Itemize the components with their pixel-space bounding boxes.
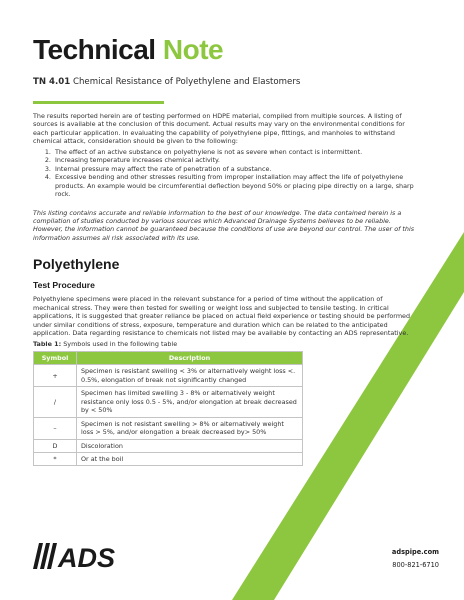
footer-website[interactable]: adspipe.com xyxy=(391,548,439,556)
table-cell-description: Discoloration xyxy=(77,439,303,452)
disclaimer-paragraph: This listing contains accurate and reliable information to the best of our knowledge. The data contained herein is a compilation of studies conducted by various sources which Advanced Drainage Systems believes to be reliable. However, the information cannot be guaranteed because the conditions of use are beyond our control. The user of this information assumes all risk associated with its use. xyxy=(33,208,415,242)
title-accent: Note xyxy=(162,34,224,65)
section-heading: Polyethylene xyxy=(33,256,120,273)
table-header-row xyxy=(34,351,303,364)
table-cell-symbol: * xyxy=(34,452,77,465)
main-content xyxy=(33,112,417,466)
intro-paragraph: The results reported herein are of testing performed on HDPE material, compiled from multiple sources. A listing of sources is available at the conclusion of this document. Actual results may vary on the environmental conditions for each particular application. In evaluating the capability of polyethylene pipe, fittings, and manholes to withstand chemical attack, consideration should be given to the following: xyxy=(33,112,405,146)
table-caption-text: Symbols used in the following table xyxy=(63,340,178,349)
list-item: 2. Increasing temperature increases chemical activity. xyxy=(53,156,417,164)
section-subheading: Test Procedure xyxy=(33,279,95,290)
table-cell-description: Specimen has limited swelling 3 - 8% or alternatively weight resistance only loss 0.5 - 5%, and/or elongation at break decreased by < 50% xyxy=(77,387,303,417)
title-underline xyxy=(33,101,164,104)
table-cell-symbol: – xyxy=(34,417,77,439)
table-caption xyxy=(33,340,417,348)
document-subtitle xyxy=(33,77,300,87)
table-cell-symbol: + xyxy=(34,365,77,387)
symbols-table xyxy=(33,351,303,467)
list-item: 4. Excessive bending and other stresses resulting from improper installation may affect the life of polyethylene products. An example would be circumferential deflection beyond 50% or placing pipe directly on a large, sharp rock. xyxy=(53,173,417,198)
table-cell-symbol: D xyxy=(34,439,77,452)
table-header-description: Description xyxy=(77,351,303,364)
table-cell-description: Or at the boil xyxy=(77,452,303,465)
logo-text: ADS xyxy=(58,543,116,569)
table-row xyxy=(34,452,303,465)
considerations-list xyxy=(33,148,417,199)
page-title xyxy=(33,34,223,66)
document-subtitle-text: Chemical Resistance of Polyethylene and Elastomers xyxy=(72,77,301,87)
footer-phone: 800-821-6710 xyxy=(392,561,439,569)
list-item: 3. Internal pressure may affect the rate of penetration of a substance. xyxy=(53,165,417,173)
document-id: TN 4.01 xyxy=(33,77,71,87)
table-caption-label: Table 1: xyxy=(33,340,62,349)
test-procedure-paragraph: Polyethylene specimens were placed in the relevant substance for a period of time without the application of mechanical stress. They were then tested for swelling or weight loss and subjected to tensile testing. In critical applications, it is suggested that greater reliance be placed on actual field experience or testing should be performed under similar conditions of stress, exposure, temperature and duration which can be related to the anticipated application. Data regarding resistance to chemicals not listed may be available by contacting an ADS representative. xyxy=(33,295,411,337)
table-row xyxy=(34,365,303,387)
table-row xyxy=(34,387,303,417)
ads-logo xyxy=(33,543,119,569)
table-row xyxy=(34,417,303,439)
title-main: Technical xyxy=(33,34,156,65)
list-item: 1. The effect of an active substance on polyethylene is not as severe when contact is intermittent. xyxy=(53,148,417,156)
table-cell-description: Specimen is not resistant swelling > 8% or alternatively weight loss > 5%, and/or elongation a break decreased by> 50% xyxy=(77,417,303,439)
table-cell-symbol: / xyxy=(34,387,77,417)
table-cell-description: Specimen is resistant swelling < 3% or alternatively weight loss <. 0.5%, elongation of break not significantly changed xyxy=(77,365,303,387)
table-row xyxy=(34,439,303,452)
table-header-symbol: Symbol xyxy=(34,351,77,364)
